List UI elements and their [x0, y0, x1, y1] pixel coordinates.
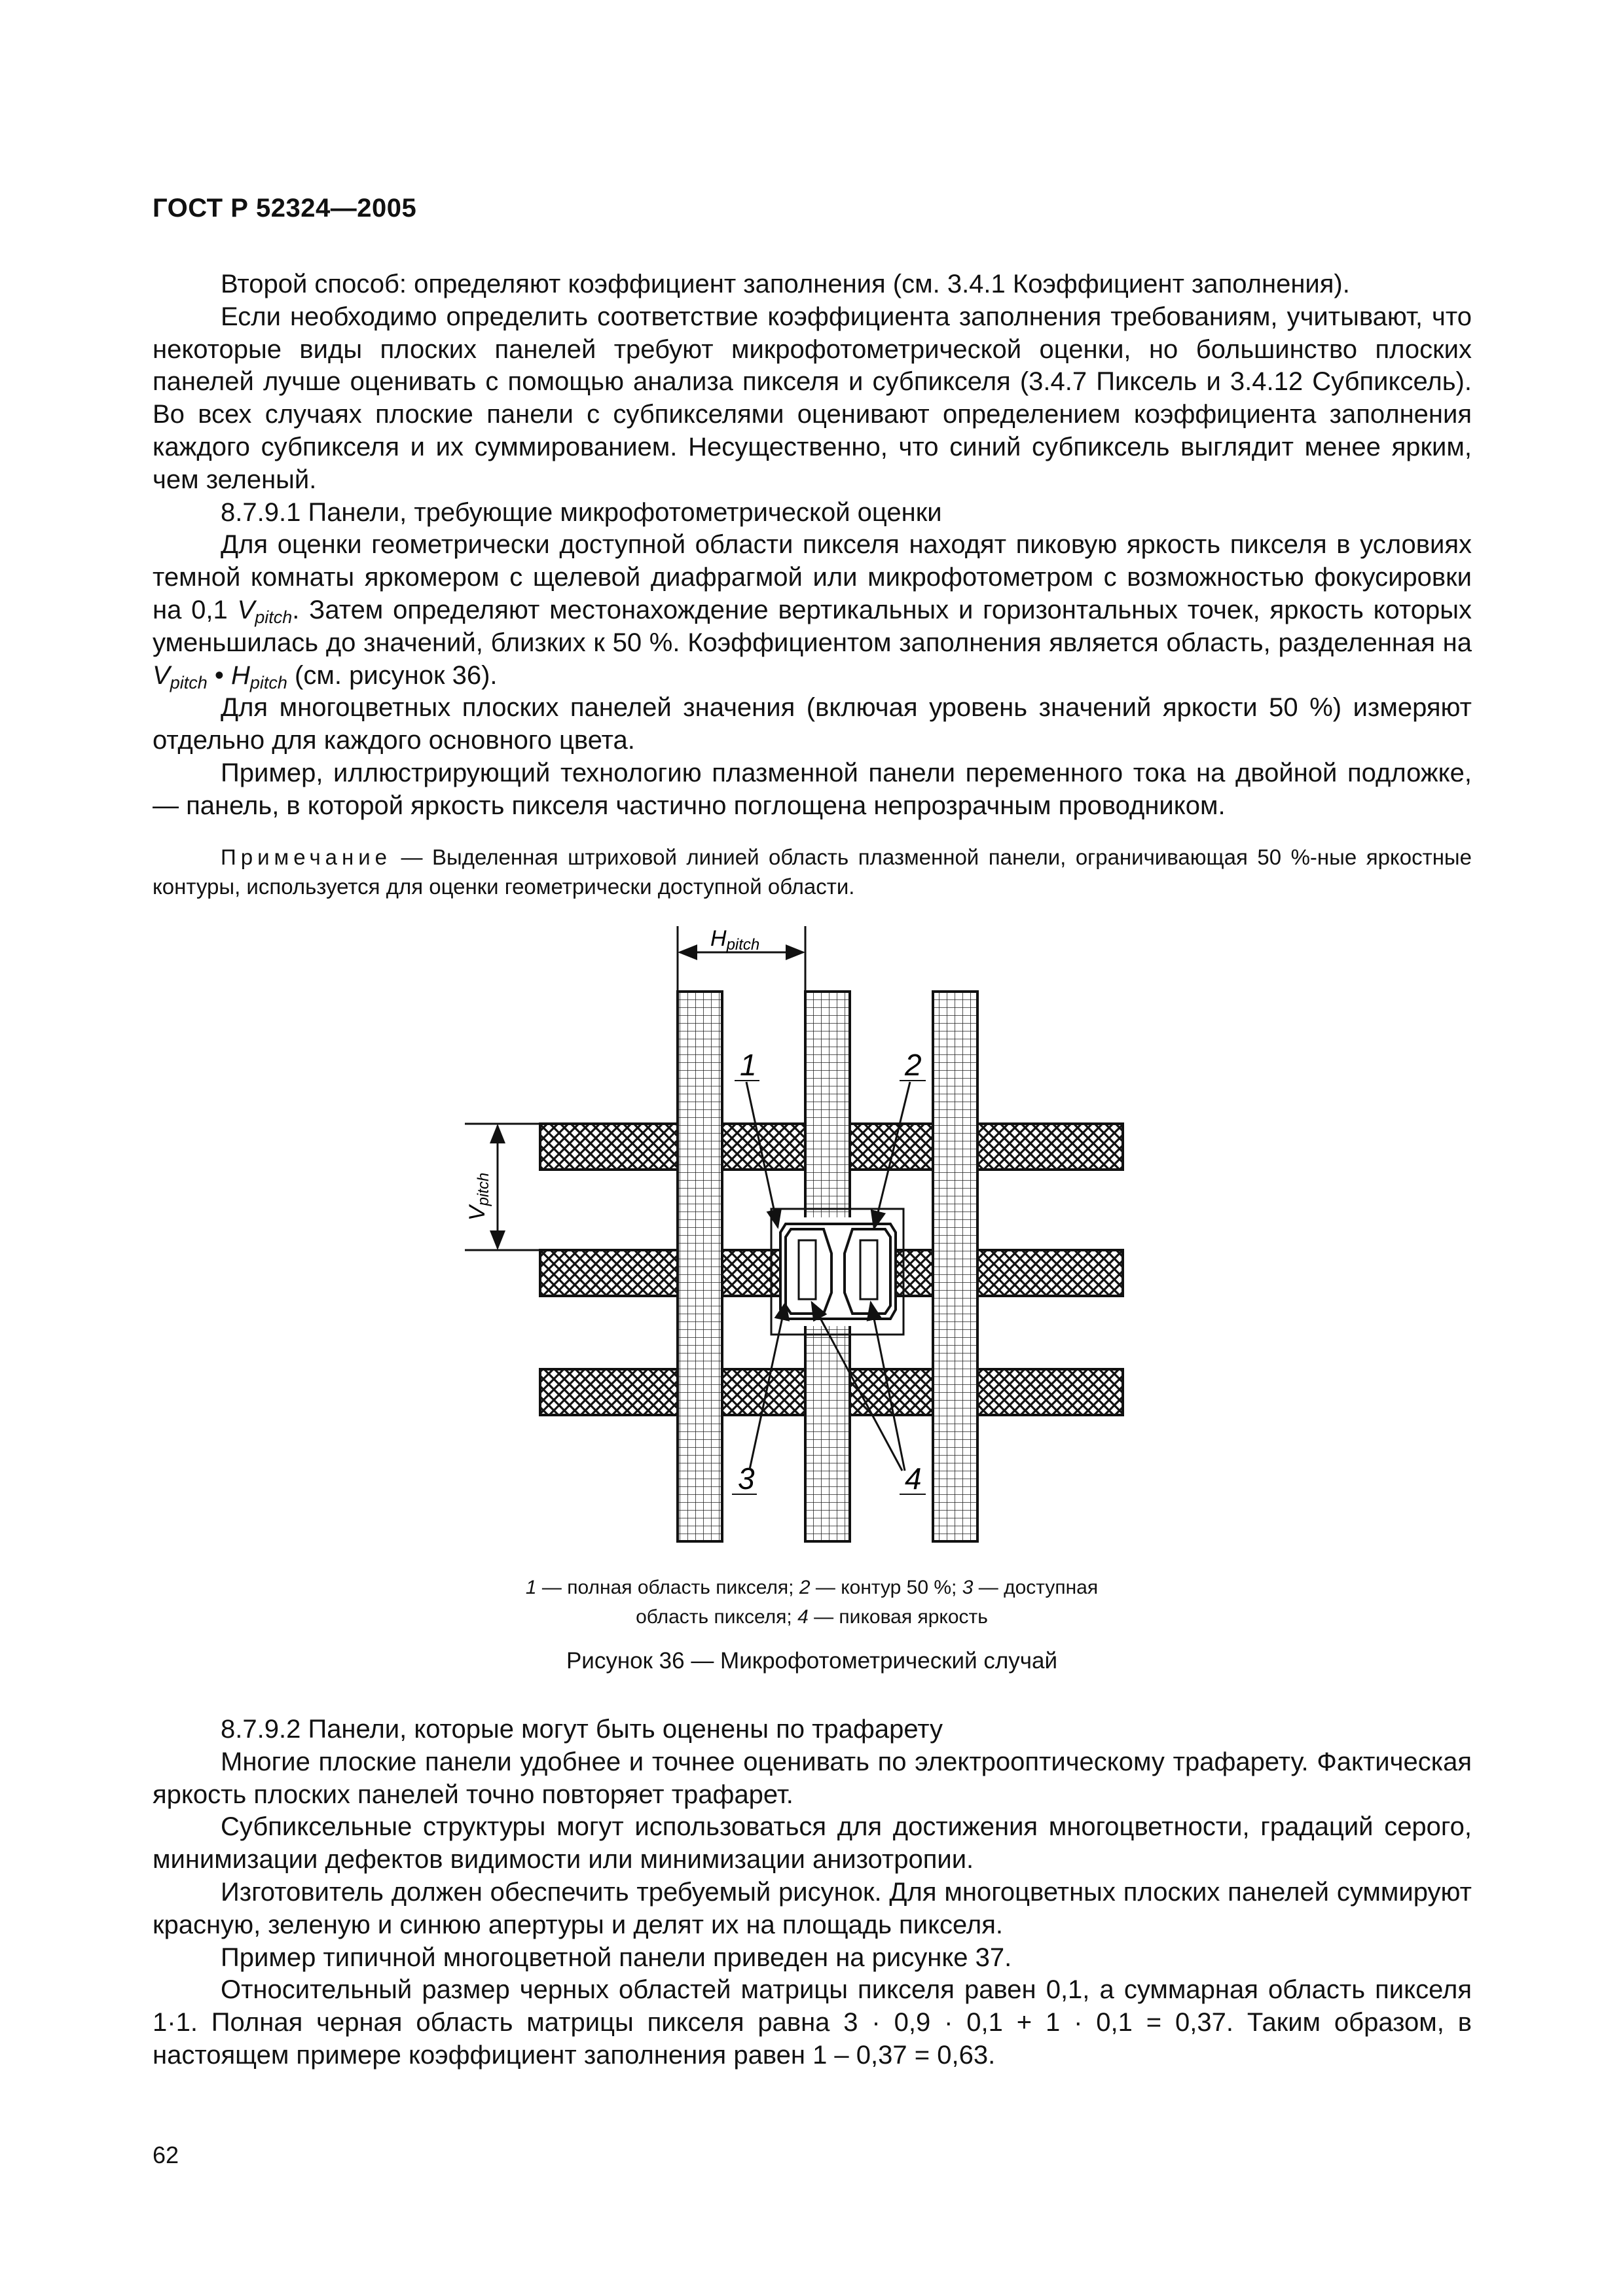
figure-title: Рисунок 36 — Микрофотометрический случай [566, 1648, 1058, 1674]
figure-36 [412, 913, 1146, 1554]
vertical-electrode [933, 992, 977, 1541]
document-header: ГОСТ Р 52324—2005 [153, 194, 417, 223]
section-text-top [153, 268, 1472, 823]
subsection-heading: 8.7.9.2 Панели, которые могут быть оценены по трафарету [221, 1715, 943, 1744]
marker-2: 2 [905, 1048, 922, 1082]
figure-drawing [412, 913, 1146, 1554]
paragraph: Пример типичной многоцветной панели приведен на рисунке 37. [221, 1943, 1012, 1972]
paragraph: Относительный размер черных областей матрицы пикселя равен 0,1, а суммарная область пикселя 1·1. Полная черная область матрицы пикселя равна 3 · 0,9 · 0,1 + 1 · 0,1 = 0,37. Таким образом, в настоящем примере коэффициент заполнения равен 1 – 0,37 = 0,63. [153, 1975, 1472, 2070]
note-text: — Выделенная штриховой линией область плазменной панели, ограничивающая 50 %-ные яркостные контуры, используется для оценки геометрически доступной области. [153, 845, 1472, 899]
note [153, 842, 1472, 901]
h-pitch-label: Hpitch [710, 926, 760, 954]
peak-brightness [799, 1240, 816, 1299]
v-pitch-label: Vpitch [465, 1172, 492, 1221]
note-label: Примечание [221, 845, 392, 869]
page-number: 62 [153, 2142, 179, 2168]
peak-brightness [860, 1240, 877, 1299]
paragraph: Субпиксельные структуры могут использоваться для достижения многоцветности, градаций серого, минимизации дефектов видимости или минимизации анизотропии. [153, 1812, 1472, 1874]
vertical-electrode [678, 992, 722, 1541]
marker-1: 1 [740, 1048, 757, 1082]
marker-3: 3 [738, 1462, 755, 1496]
marker-4: 4 [905, 1462, 922, 1496]
paragraph: Второй способ: определяют коэффициент заполнения (см. 3.4.1 Коэффициент заполнения). [221, 270, 1350, 298]
subsection-heading: 8.7.9.1 Панели, требующие микрофотометрической оценки [221, 497, 942, 527]
paragraph: Для оценки геометрически доступной области пикселя находят пиковую яркость пикселя в условиях темной комнаты яркомером с щелевой диафрагмой или микрофотометром с возможностью фокусировки на 0,1 $V_{pitch}$. Затем определяют местонахождение вертикальных и горизонтальных точек, яркость которых уменьшилась до значений, близких к 50 %. Коэффициентом заполнения является область, разделенная на $V_{pitch}$ • $H_{pitch}$ (см. рисунок 36). [153, 530, 1472, 692]
paragraph: Пример, иллюстрирующий технологию плазменной панели переменного тока на двойной подложке, — панель, в которой яркость пикселя частично поглощена непрозрачным проводником. [153, 758, 1472, 820]
figure-legend: 1 — полная область пикселя; 2 — контур 50 %; 3 — доступная область пикселя; 4 — пиковая яркость [525, 1577, 1099, 1628]
section-text-bottom [153, 1713, 1472, 2072]
paragraph: Изготовитель должен обеспечить требуемый рисунок. Для многоцветных плоских панелей суммируют красную, зеленую и синюю апертуры и делят их на площадь пикселя. [153, 1877, 1472, 1939]
paragraph: Если необходимо определить соответствие коэффициента заполнения требованиям, учитывают, что некоторые виды плоских панелей требуют микрофотометрической оценки, но большинство плоских панелей лучше оценивать с помощью анализа пикселя и субпикселя (3.4.7 Пиксель и 3.4.12 Субпиксель). Во всех случаях плоские панели с субпикселями оценивают определением коэффициента заполнения каждого субпикселя и их суммированием. Несущественно, что синий субпиксель выглядит менее ярким, чем зеленый. [153, 302, 1472, 494]
paragraph: Многие плоские панели удобнее и точнее оценивать по электрооптическому трафарету. Фактическая яркость плоских панелей точно повторяет трафарет. [153, 1747, 1472, 1809]
paragraph: Для многоцветных плоских панелей значения (включая уровень значений яркости 50 %) измеряют отдельно для каждого основного цвета. [153, 693, 1472, 755]
